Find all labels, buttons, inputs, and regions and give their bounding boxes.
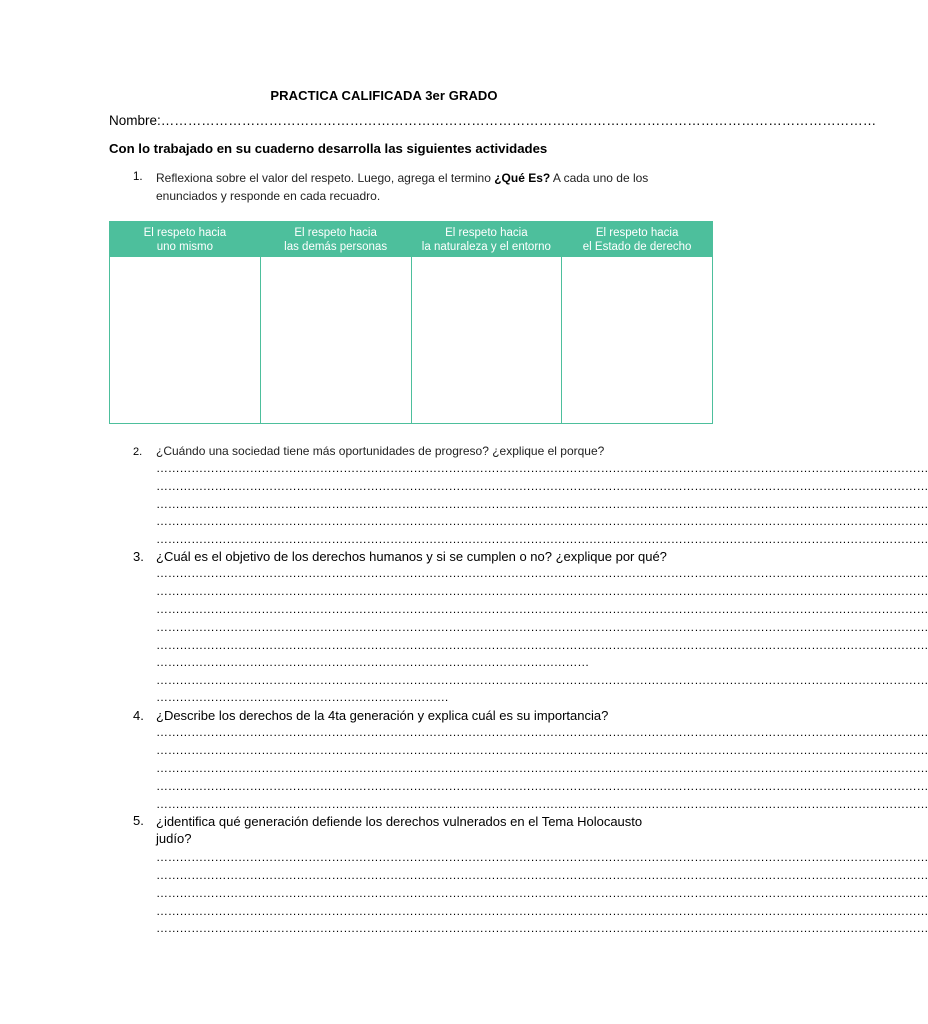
- question-text: ¿Describe los derechos de la 4ta generación y explica cuál es su importancia?: [156, 708, 609, 723]
- answer-line[interactable]: ………………………………………………………………………………………………………………………………………………………………………………: [156, 725, 928, 739]
- table-header: El respeto hacia la naturaleza y el entorno: [412, 222, 562, 257]
- answer-line[interactable]: ………………………………………………………………………………………………………………………………………………………………………………: [156, 761, 928, 775]
- answer-line[interactable]: ………………………………………………………………………………………………………………………………………………………………………………: [156, 779, 928, 793]
- answer-line[interactable]: ………………………………………………………………………………………………………………………………………………………………………………: [156, 638, 928, 652]
- answer-line[interactable]: ………………………………………………………………………………………………………………………………………………………………………………: [156, 497, 928, 511]
- answer-line[interactable]: ………………………………………………………………………………………………………………………………………………………………………………: [156, 921, 928, 935]
- answer-line[interactable]: ………………………………………………………………………………………………………………………………………………………………………………: [156, 743, 928, 757]
- instructions: Con lo trabajado en su cuaderno desarrolla las siguientes actividades: [109, 141, 548, 156]
- name-dots: ……………………………………………………………………………………………………………………………………………: [160, 113, 877, 128]
- table-column: [261, 222, 412, 423]
- table-header: El respeto hacia las demás personas: [261, 222, 411, 257]
- answer-box[interactable]: [261, 257, 411, 423]
- answer-line[interactable]: ………………………………………………………………………………………………………………………………………………………………………………: [156, 868, 928, 882]
- table-header: El respeto hacia uno mismo: [110, 222, 260, 257]
- table-column: [562, 222, 712, 423]
- answer-line[interactable]: ………………………………………………………………………………………………………………………………………………………………………………: [156, 850, 928, 864]
- question-number: 4.: [133, 708, 144, 723]
- question-text: ¿Cuándo una sociedad tiene más oportunidades de progreso? ¿explique el porque?: [156, 444, 605, 458]
- answer-box[interactable]: [110, 257, 260, 423]
- answer-line[interactable]: ………………………………………………………………………………………………………………………………………………………………………………: [156, 904, 928, 918]
- answer-line[interactable]: ………………………………………………………………………………………………………………………………………………………………………………: [156, 532, 928, 546]
- question-text: ¿identifica qué generación defiende los derechos vulnerados en el Tema Holocausto judío?: [156, 814, 643, 846]
- question-text: Reflexiona sobre el valor del respeto. Luego, agrega el termino ¿Qué Es? A cada uno de los enunciados y responde en cada recuadro.: [156, 171, 649, 203]
- answer-line[interactable]: ………………………………………………………………………………………………………………………………………………………………………………: [156, 620, 928, 634]
- answer-box[interactable]: [412, 257, 562, 423]
- table-column: [110, 222, 261, 423]
- answer-line[interactable]: ………………………………………………………………………………………………………………………………………………………………………………: [156, 566, 928, 580]
- question-text: ¿Cuál es el objetivo de los derechos humanos y si se cumplen o no? ¿explique por qué?: [156, 549, 667, 564]
- answer-line[interactable]: ………………………………………………………………………………………………………………………………………………………………………………: [156, 479, 928, 493]
- answer-box[interactable]: [562, 257, 712, 423]
- answer-line[interactable]: ………………………………………………………………………………………………………………………………………………………………………………: [156, 673, 928, 687]
- answer-line[interactable]: ………………………………………………………………………………………………………………………………………………………………………………: [156, 461, 928, 475]
- question-number: 5.: [133, 813, 144, 828]
- answer-line[interactable]: ………………………………………………………………………………………………………………………………………………………………………………: [156, 602, 928, 616]
- question-number: 2.: [133, 446, 143, 458]
- question-number: 3.: [133, 549, 144, 564]
- table-column: [412, 222, 563, 423]
- answer-line[interactable]: ………………………………………………………………………………………………………………………………………………………………………………: [156, 584, 928, 598]
- page-title: PRACTICA CALIFICADA 3er GRADO: [270, 88, 498, 103]
- answer-line[interactable]: ………………………………………………………………………………………………………………………………………………………………………………: [156, 797, 928, 811]
- answer-line[interactable]: …………………………………………………………………: [156, 690, 449, 704]
- name-field[interactable]: [109, 113, 877, 128]
- respect-table: [109, 221, 713, 424]
- answer-line[interactable]: …………………………………………………………………………………………………: [156, 655, 589, 669]
- table-header: El respeto hacia el Estado de derecho: [562, 222, 712, 257]
- question-number: 1.: [133, 171, 143, 183]
- name-label: Nombre:: [109, 113, 161, 128]
- question-emphasis: ¿Qué Es?: [494, 171, 551, 185]
- answer-line[interactable]: ………………………………………………………………………………………………………………………………………………………………………………: [156, 886, 928, 900]
- answer-line[interactable]: ………………………………………………………………………………………………………………………………………………………………………………: [156, 514, 928, 528]
